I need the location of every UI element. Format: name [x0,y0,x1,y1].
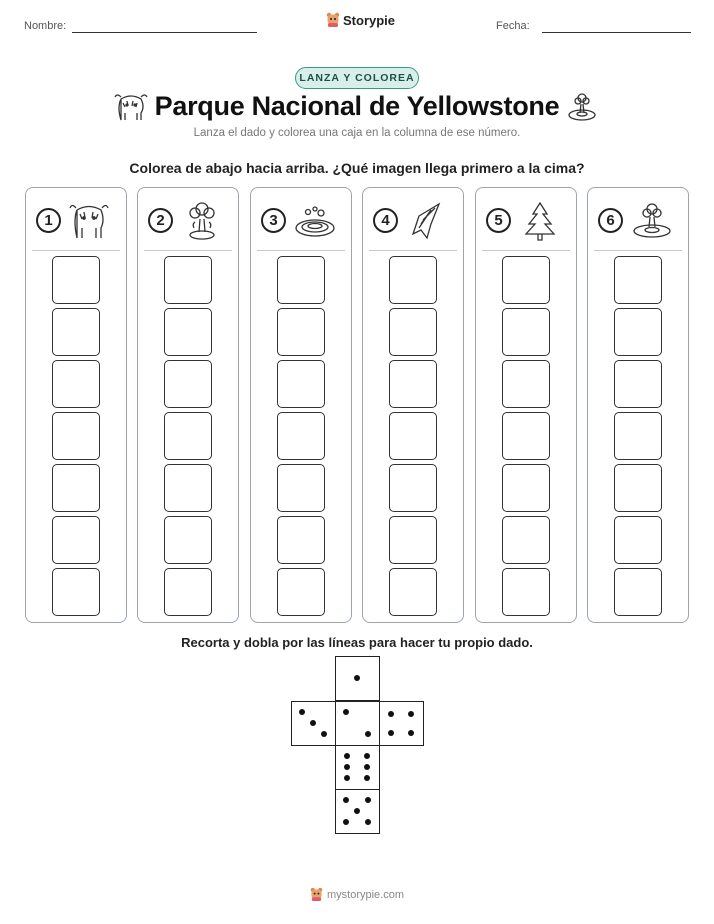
color-box[interactable] [502,360,550,408]
column-divider [594,250,682,251]
cut-instruction: Recorta y dobla por las líneas para hacer tu propio dado. [181,635,533,650]
date-line[interactable] [542,32,691,33]
brand-name: Storypie [343,12,396,28]
column-divider [32,250,120,251]
color-box[interactable] [502,256,550,304]
column-divider [257,250,345,251]
die-pip [343,797,349,803]
die-face-3 [291,701,336,746]
geyser-icon [630,200,674,242]
color-box[interactable] [164,308,212,356]
hot-spring-icon [293,200,337,242]
column-6 [587,187,689,623]
color-box[interactable] [614,464,662,512]
page-subtitle: Lanza el dado y colorea una caja en la columna de ese número. [193,127,521,139]
pine-tree-icon [518,200,562,242]
color-box[interactable] [52,412,100,460]
die-pip [365,819,371,825]
column-divider [482,250,570,251]
color-box[interactable] [389,308,437,356]
geyser-eruption-icon [180,200,224,242]
name-label: Nombre: [24,20,67,32]
color-box[interactable] [164,516,212,564]
color-box[interactable] [52,256,100,304]
column-2 [137,187,239,623]
color-box[interactable] [277,308,325,356]
die-pip [344,764,350,770]
geyser-icon [566,91,598,123]
die-pip [344,775,350,781]
die-pip [408,711,414,717]
die-face-6 [335,745,380,790]
color-box[interactable] [52,360,100,408]
die-pip [354,675,360,681]
color-box[interactable] [164,360,212,408]
die-pip [343,819,349,825]
arrowhead-icon [405,200,449,242]
color-box[interactable] [164,256,212,304]
color-box[interactable] [502,308,550,356]
color-box[interactable] [52,568,100,616]
die-pip [364,775,370,781]
column-3 [250,187,352,623]
color-box[interactable] [277,568,325,616]
die-pip [388,711,394,717]
color-box[interactable] [502,464,550,512]
color-box[interactable] [389,516,437,564]
color-box[interactable] [277,464,325,512]
die-pip [344,753,350,759]
color-box[interactable] [389,360,437,408]
page-title: Parque Nacional de Yellowstone [154,91,560,121]
die-pip [321,731,327,737]
column-number: 1 [36,208,61,233]
storypie-logo [326,12,395,28]
die-pip [365,797,371,803]
bison-icon [68,200,112,242]
storypie-mascot-icon [326,12,340,28]
column-divider [369,250,457,251]
name-line[interactable] [72,32,257,33]
color-box[interactable] [52,464,100,512]
column-4 [362,187,464,623]
color-box[interactable] [52,308,100,356]
column-number: 2 [148,208,173,233]
column-1 [25,187,127,623]
die-pip [364,753,370,759]
die-pip [365,731,371,737]
die-face-2 [335,701,380,746]
color-box[interactable] [277,360,325,408]
die-face-5 [335,789,380,834]
color-box[interactable] [614,308,662,356]
color-box[interactable] [164,464,212,512]
color-box[interactable] [389,568,437,616]
die-pip [354,808,360,814]
color-box[interactable] [277,516,325,564]
color-box[interactable] [389,256,437,304]
color-box[interactable] [614,568,662,616]
color-box[interactable] [502,412,550,460]
column-5 [475,187,577,623]
color-box[interactable] [52,516,100,564]
die-face-4 [379,701,424,746]
color-box[interactable] [502,568,550,616]
color-box[interactable] [164,412,212,460]
die-pip [408,730,414,736]
column-divider [144,250,232,251]
color-box[interactable] [164,568,212,616]
color-box[interactable] [389,464,437,512]
color-box[interactable] [614,516,662,564]
color-box[interactable] [614,360,662,408]
column-number: 4 [373,208,398,233]
die-pip [343,709,349,715]
date-label: Fecha: [496,20,530,32]
color-box[interactable] [277,256,325,304]
activity-badge: LANZA Y COLOREA [295,67,419,89]
color-box[interactable] [389,412,437,460]
color-box[interactable] [502,516,550,564]
die-pip [364,764,370,770]
die-pip [388,730,394,736]
die-face-1 [335,656,380,701]
color-box[interactable] [614,256,662,304]
die-pip [310,720,316,726]
color-box[interactable] [614,412,662,460]
coloring-instruction: Colorea de abajo hacia arriba. ¿Qué imagen llega primero a la cima? [129,160,585,176]
die-pip [299,709,305,715]
storypie-mascot-icon [310,887,323,902]
column-number: 5 [486,208,511,233]
color-box[interactable] [277,412,325,460]
column-number: 6 [598,208,623,233]
column-number: 3 [261,208,286,233]
footer [310,887,404,902]
footer-url[interactable]: mystorypie.com [327,888,405,901]
